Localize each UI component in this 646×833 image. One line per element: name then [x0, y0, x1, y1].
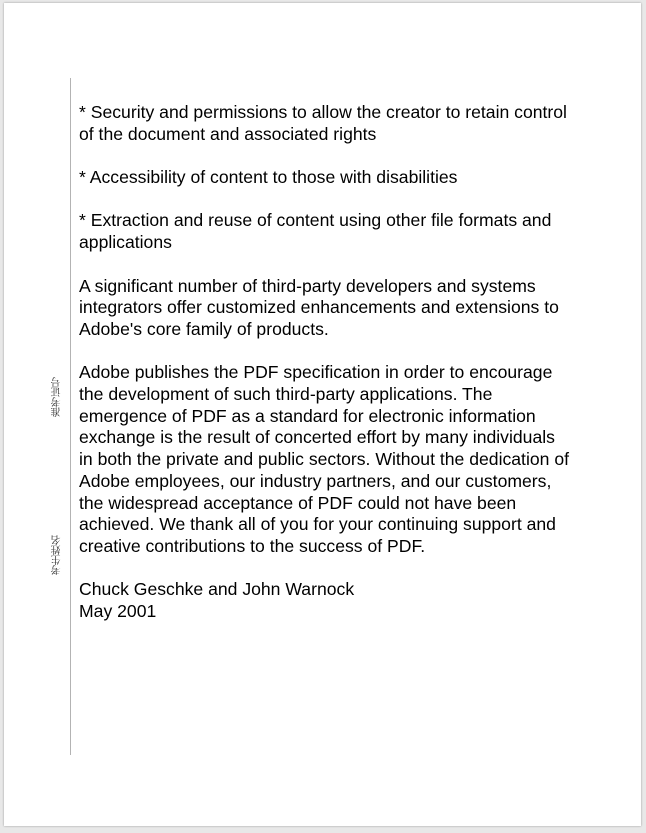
document-page — [4, 3, 641, 826]
candidate-name-label: 考生姓名 — [52, 535, 63, 575]
bullet-security: * Security and permissions to allow the creator to retain control of the document and associated rights — [79, 102, 567, 144]
signature-date: May 2001 — [79, 601, 157, 622]
paragraph-third-party: A significant number of third-party developers and systems integrators offer customized enhancements and extensions to Adobe's core family of products. — [79, 275, 559, 339]
signature-names: Chuck Geschke and John Warnock — [79, 579, 355, 600]
document-body — [79, 102, 569, 623]
bullet-accessibility: * Accessibility of content to those with disabilities — [79, 167, 458, 188]
binding-margin-line — [70, 78, 71, 755]
bullet-extraction: * Extraction and reuse of content using other file formats and applications — [79, 210, 552, 253]
paragraph-pdf-specification: Adobe publishes the PDF specification in order to encourage the development of such third-party applications. The emergence of PDF as a standard for electronic information exchange is the result of concerted effort by many individuals in both the private and public sectors. Without the dedication of Adobe employees, our industry partners, and our customers, the widespread acceptance of PDF could not have been achieved. We thank all of you for your continuing support and creative contributions to the success of PDF. — [79, 362, 569, 556]
exam-id-label: 准考证号 — [52, 377, 63, 417]
